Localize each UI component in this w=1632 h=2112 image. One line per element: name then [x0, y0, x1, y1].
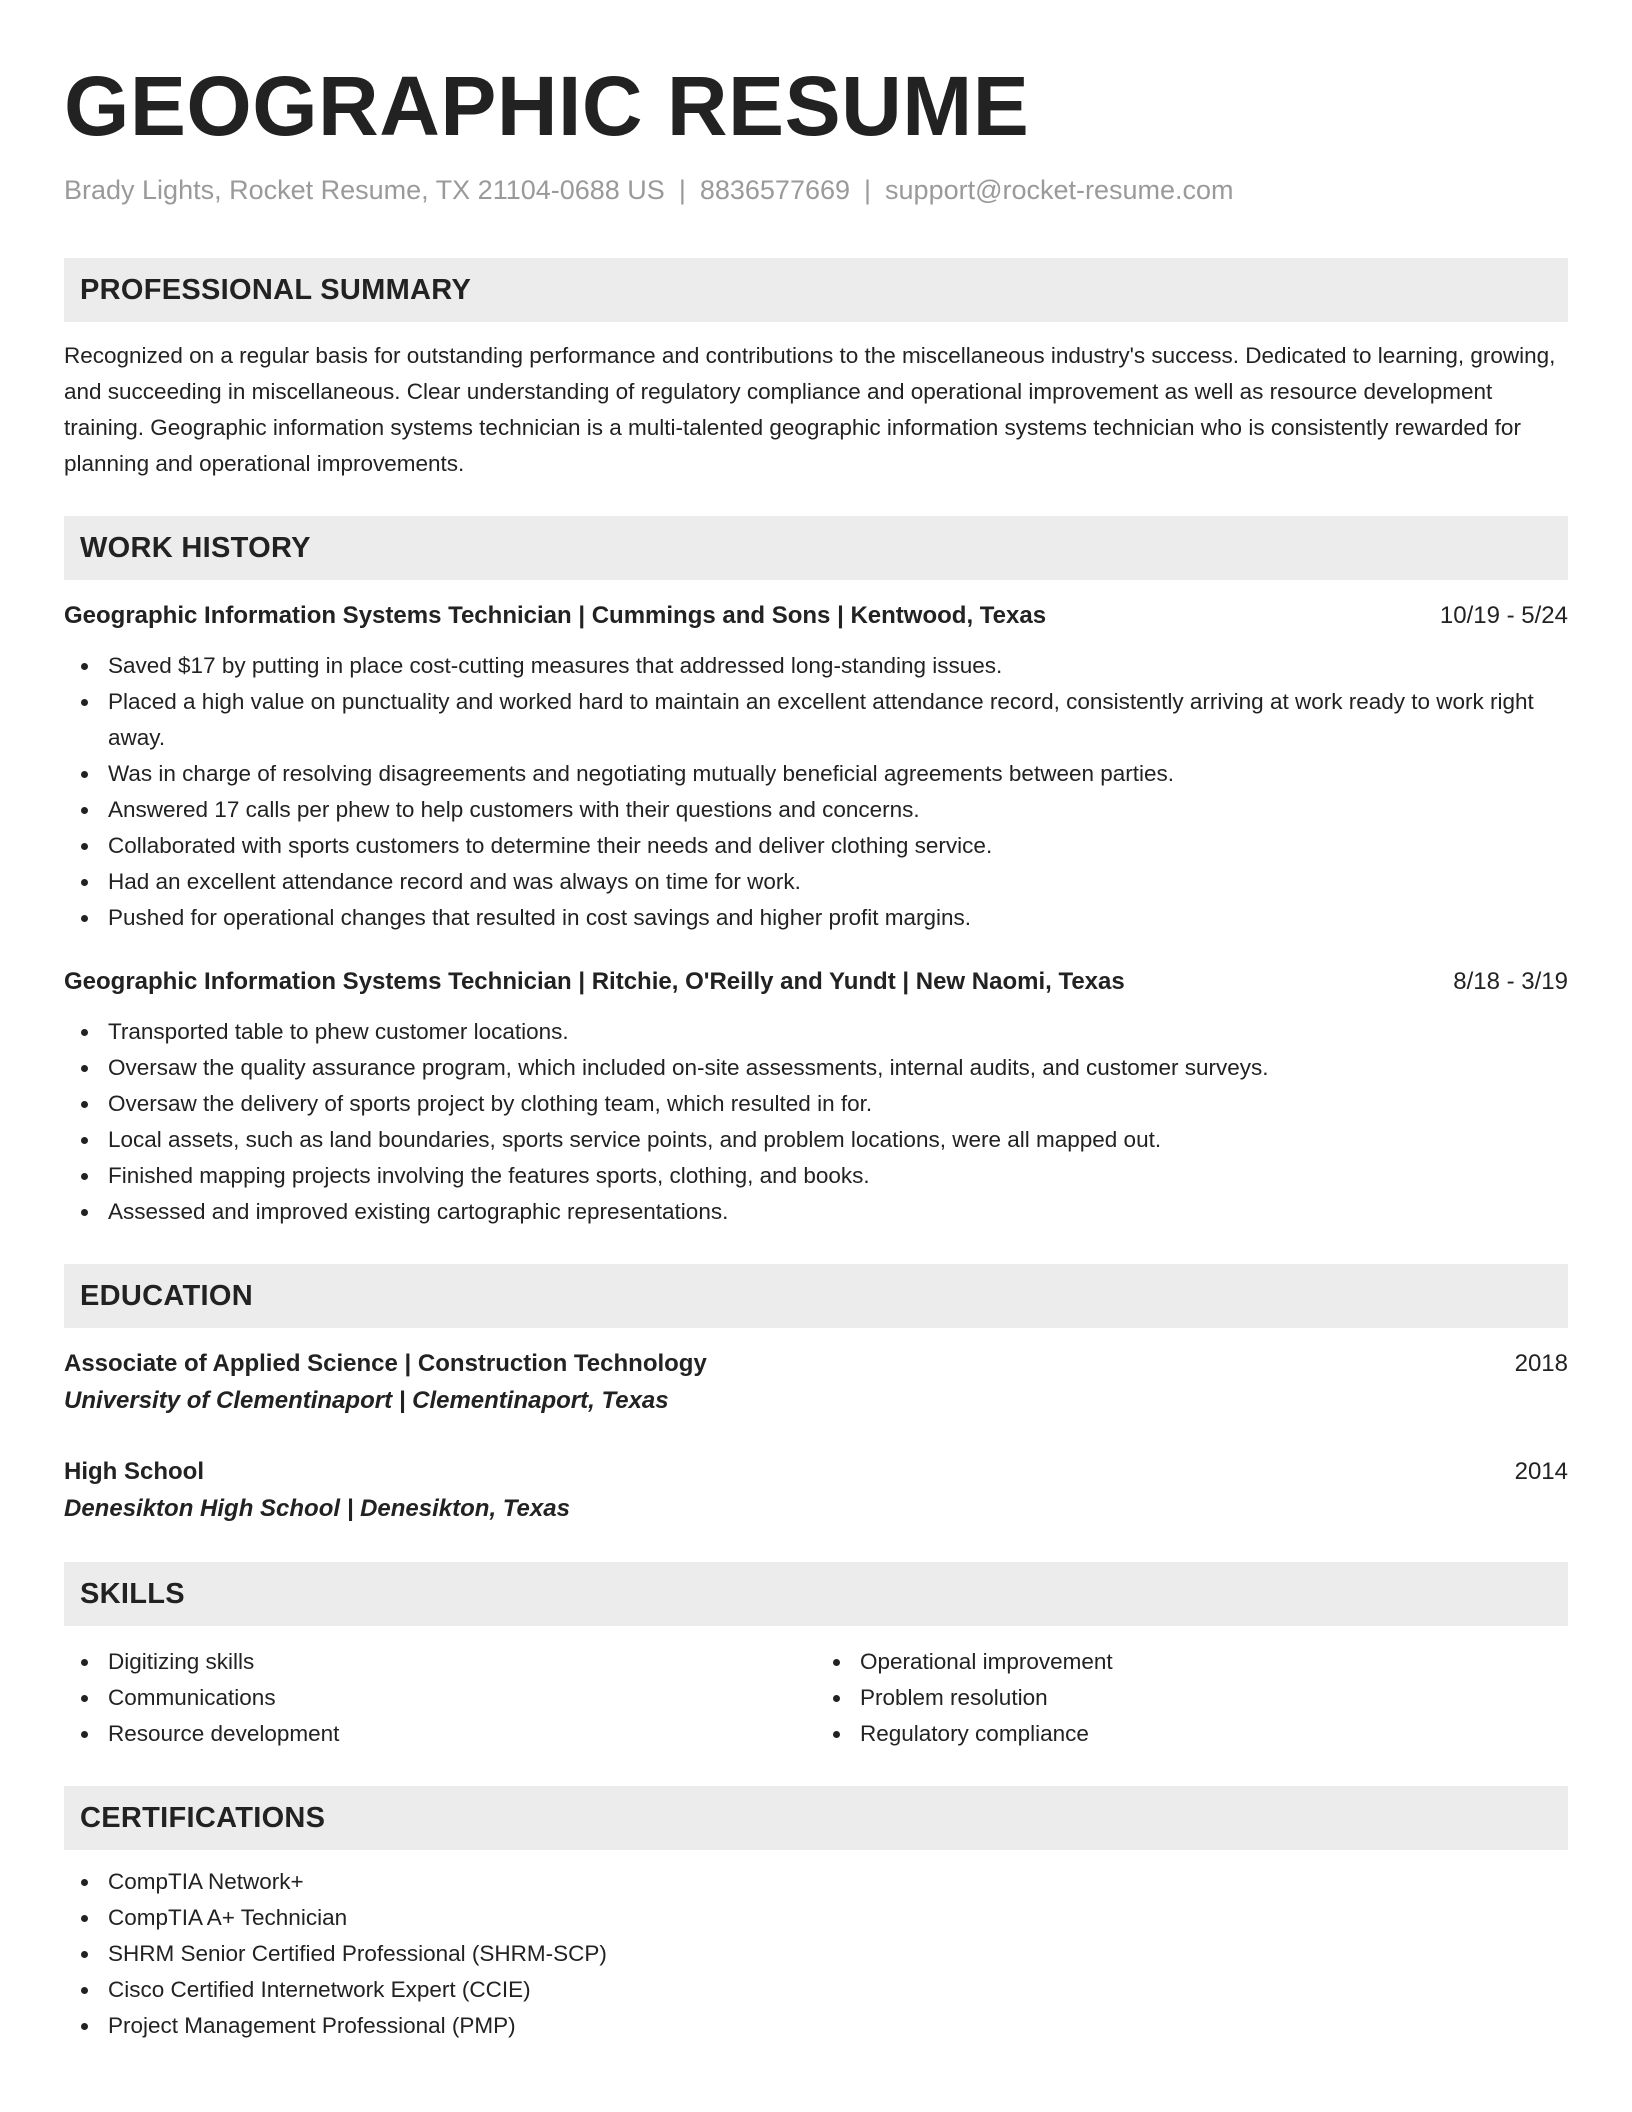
resume-title: GEOGRAPHIC RESUME [64, 59, 1030, 153]
list-item: Cisco Certified Internetwork Expert (CCIE) [64, 1972, 1568, 2008]
job-header [64, 964, 1568, 1000]
contact-line [64, 174, 1568, 206]
list-item: CompTIA A+ Technician [64, 1900, 1568, 1936]
list-item: Pushed for operational changes that resulted in cost savings and higher profit margins. [64, 900, 1568, 936]
section-header-education [64, 1264, 1568, 1328]
skills-column-left [64, 1644, 816, 1752]
education-year: 2018 [1514, 1350, 1568, 1378]
list-item: Collaborated with sports customers to determine their needs and deliver clothing service. [64, 828, 1568, 864]
list-item: Saved $17 by putting in place cost-cutting measures that addressed long-standing issues. [64, 648, 1568, 684]
job-header [64, 598, 1568, 634]
job-entry [64, 964, 1568, 1230]
list-item: Digitizing skills [64, 1644, 816, 1680]
education-header [64, 1346, 1568, 1382]
list-item: Project Management Professional (PMP) [64, 2008, 1568, 2044]
list-item: CompTIA Network+ [64, 1864, 1568, 1900]
list-item: Regulatory compliance [816, 1716, 1568, 1752]
job-title: Geographic Information Systems Technician | Cummings and Sons | Kentwood, Texas [64, 602, 1047, 630]
section-title: WORK HISTORY [80, 531, 311, 564]
contact-separator: | [678, 175, 686, 205]
list-item: Answered 17 calls per phew to help customers with their questions and concerns. [64, 792, 1568, 828]
list-item: Oversaw the quality assurance program, which included on-site assessments, internal audits, and customer surveys. [64, 1050, 1568, 1086]
section-title: EDUCATION [80, 1279, 253, 1312]
job-title: Geographic Information Systems Technician | Ritchie, O'Reilly and Yundt | New Naomi, Texas [64, 968, 1125, 996]
job-entry [64, 598, 1568, 936]
education-school: University of Clementinaport | Clementinaport, Texas [64, 1387, 669, 1415]
list-item: Finished mapping projects involving the features sports, clothing, and books. [64, 1158, 1568, 1194]
section-header-summary [64, 258, 1568, 322]
certifications-list [64, 1864, 1568, 2044]
section-header-work-history [64, 516, 1568, 580]
list-item: Oversaw the delivery of sports project by clothing team, which resulted in for. [64, 1086, 1568, 1122]
skills-grid [64, 1644, 1568, 1752]
job-bullets [64, 1014, 1568, 1230]
list-item: Operational improvement [816, 1644, 1568, 1680]
education-degree: High School [64, 1458, 204, 1486]
list-item: Local assets, such as land boundaries, sports service points, and problem locations, were all mapped out. [64, 1122, 1568, 1158]
job-dates: 8/18 - 3/19 [1453, 968, 1568, 996]
section-header-certifications [64, 1786, 1568, 1850]
education-header [64, 1454, 1568, 1490]
list-item: Was in charge of resolving disagreements and negotiating mutually beneficial agreements between parties. [64, 756, 1568, 792]
list-item: Transported table to phew customer locations. [64, 1014, 1568, 1050]
list-item: Had an excellent attendance record and was always on time for work. [64, 864, 1568, 900]
job-bullets [64, 648, 1568, 936]
section-title: SKILLS [80, 1577, 185, 1610]
list-item: SHRM Senior Certified Professional (SHRM-SCP) [64, 1936, 1568, 1972]
skills-column-right [816, 1644, 1568, 1752]
education-entry [64, 1454, 1568, 1528]
contact-email: support@rocket-resume.com [885, 175, 1234, 205]
list-item: Problem resolution [816, 1680, 1568, 1716]
list-item: Assessed and improved existing cartographic representations. [64, 1194, 1568, 1230]
contact-separator: | [864, 175, 872, 205]
list-item: Placed a high value on punctuality and worked hard to maintain an excellent attendance record, consistently arriving at work ready to work right away. [64, 684, 1568, 756]
list-item: Communications [64, 1680, 816, 1716]
education-entry [64, 1346, 1568, 1420]
education-degree: Associate of Applied Science | Construction Technology [64, 1350, 707, 1378]
education-year: 2014 [1514, 1458, 1568, 1486]
list-item: Resource development [64, 1716, 816, 1752]
section-header-skills [64, 1562, 1568, 1626]
section-title: CERTIFICATIONS [80, 1801, 326, 1834]
contact-address: Brady Lights, Rocket Resume, TX 21104-0688 US [64, 175, 665, 205]
education-school: Denesikton High School | Denesikton, Texas [64, 1495, 570, 1523]
summary-text: Recognized on a regular basis for outstanding performance and contributions to the miscellaneous industry's success. Dedicated to learning, growing, and succeeding in miscellaneous. Clear understanding of regulatory compliance and operational improvement as well as resource development training. Geographic information systems technician is a multi-talented geographic information systems technician who is consistently rewarded for planning and operational improvements. [64, 343, 1556, 477]
contact-phone: 8836577669 [699, 175, 851, 205]
job-dates: 10/19 - 5/24 [1439, 602, 1568, 630]
section-title: PROFESSIONAL SUMMARY [80, 273, 472, 306]
